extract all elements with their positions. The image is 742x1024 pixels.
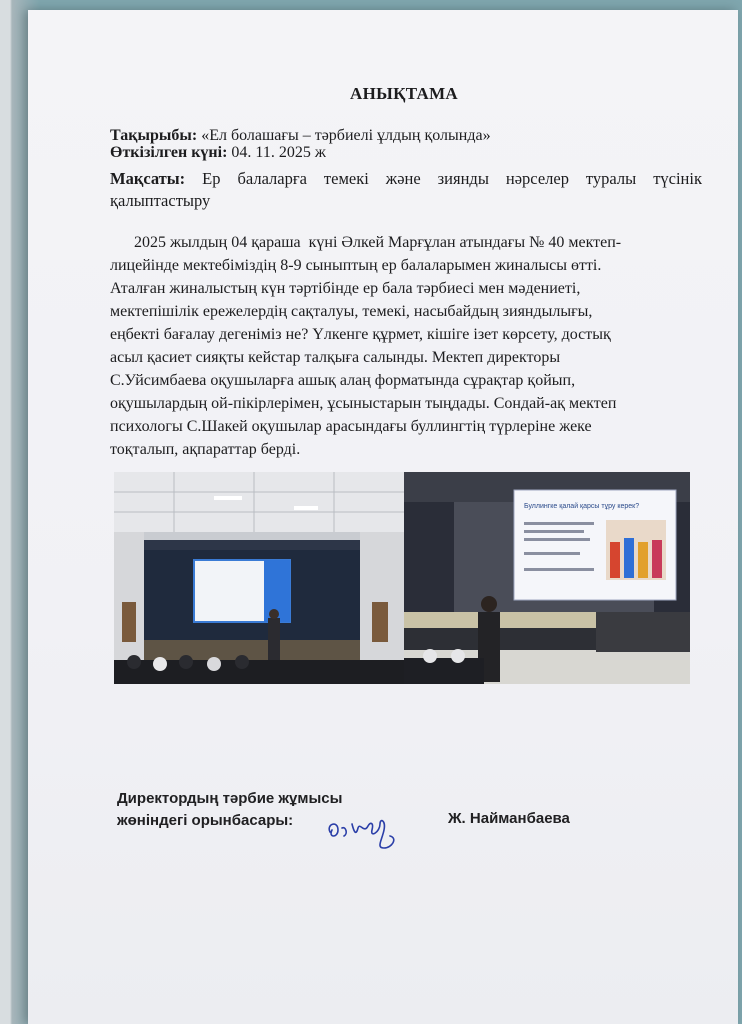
topic-label: Тақырыбы:: [110, 127, 198, 144]
date-label: Өткізілген күні:: [110, 144, 228, 161]
signatory-position-line1: Директордың тәрбие жұмысы: [117, 790, 343, 807]
goal-paragraph: [110, 168, 702, 212]
goal-label: Мақсаты:: [110, 169, 186, 188]
body-line: психологы С.Шакей оқушылар арасындағы буллингтің түрлеріне жеке: [110, 418, 592, 435]
body-line: асыл қасиет сияқты кейстар талқыға салынды. Мектеп директоры: [110, 349, 561, 366]
body-line: лицейінде мектебіміздің 8-9 сыныптың ер балаларымен жиналысы өтті.: [110, 257, 602, 274]
body-line: 2025 жылдың 04 қараша күні Әлкей Марғұлан атындағы № 40 мектеп-: [110, 234, 622, 251]
body-line: тоқталып, ақпараттар берді.: [110, 441, 301, 458]
body-line: оқушылардың ой-пікірлерімен, ұсыныстарын тыңдады. Сондай-ақ мектеп: [110, 395, 617, 412]
body-line: Аталған жиналыстың күн тәртібінде ер бала тәрбиесі мен мәдениеті,: [110, 280, 581, 297]
topic-value: «Ел болашағы – тәрбиелі ұлдың қолында»: [197, 127, 491, 144]
body-line: мектепішілік ережелердің сақталуы, темекі, насыбайдың зияндылығы,: [110, 303, 593, 320]
topic-line: [110, 127, 491, 145]
event-photo-illustration: [114, 472, 690, 684]
body-line: С.Уйсимбаева оқушыларға ашық алаң форматында сұрақтар қойып,: [110, 372, 576, 389]
signatory-name: Ж. Найманбаева: [448, 810, 570, 827]
document-page: [28, 10, 738, 1024]
document-title: АНЫҚТАМА: [350, 84, 459, 103]
event-photo: [114, 472, 690, 684]
goal-value: Ер балаларға темекі және зиянды нәрселер туралы түсінік қалыптастыру: [110, 169, 702, 210]
slide-title-text: Буллингке қалай қарсы тұру керек?: [524, 503, 640, 510]
signatory-position-line2: жөніндегі орынбасары:: [117, 812, 294, 829]
date-value: 04. 11. 2025 ж: [227, 144, 326, 161]
body-line: еңбекті бағалау дегеніміз не? Үлкенге құрмет, кішіге ізет көрсету, достық: [110, 326, 611, 343]
date-line: [110, 144, 326, 162]
handwritten-signature: [324, 808, 414, 854]
